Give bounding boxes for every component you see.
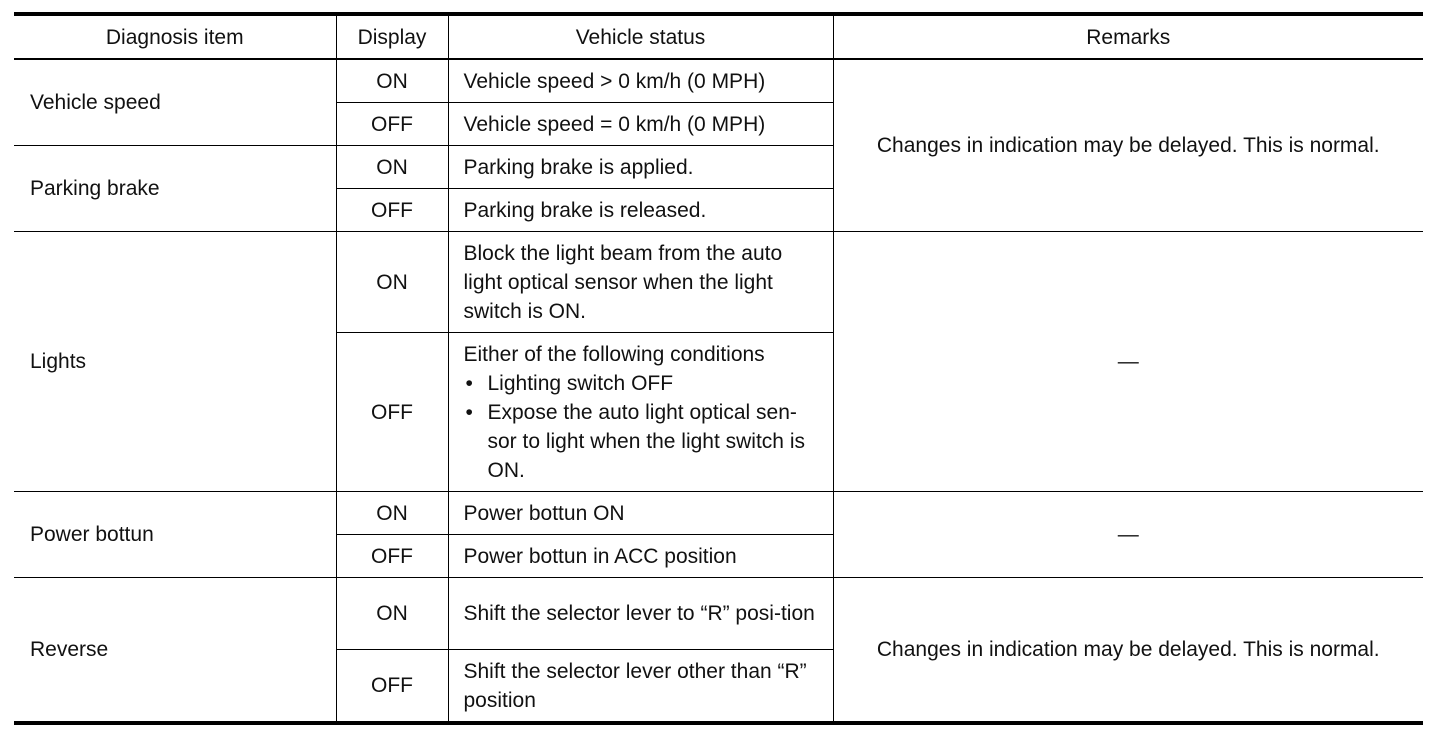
diagnosis-table-container [14, 12, 1423, 725]
status-text: Parking brake is applied. [448, 146, 833, 189]
display-off: OFF [336, 535, 448, 578]
header-remarks: Remarks [833, 14, 1423, 59]
status-bullet: • Expose the auto light optical sen-sor to light when the light switch is ON. [464, 398, 825, 485]
display-on: ON [336, 146, 448, 189]
display-off: OFF [336, 103, 448, 146]
status-bullet-list [464, 369, 825, 485]
display-on: ON [336, 232, 448, 333]
table-row [14, 492, 1423, 535]
status-cell-lights-off [448, 333, 833, 492]
display-on: ON [336, 59, 448, 103]
display-off: OFF [336, 650, 448, 724]
item-reverse: Reverse [14, 578, 336, 724]
remarks-reverse: Changes in indication may be delayed. This is normal. [833, 578, 1423, 724]
table-row [14, 59, 1423, 103]
display-on: ON [336, 492, 448, 535]
status-text: Parking brake is released. [448, 189, 833, 232]
item-vehicle-speed: Vehicle speed [14, 59, 336, 146]
status-text: Either of the following conditions [463, 342, 765, 366]
header-vehicle-status: Vehicle status [448, 14, 833, 59]
status-text: Vehicle speed > 0 km/h (0 MPH) [448, 59, 833, 103]
table-row [14, 578, 1423, 650]
table-row [14, 232, 1423, 333]
header-diagnosis-item: Diagnosis item [14, 14, 336, 59]
item-parking-brake: Parking brake [14, 146, 336, 232]
display-off: OFF [336, 333, 448, 492]
display-off: OFF [336, 189, 448, 232]
item-lights: Lights [14, 232, 336, 492]
header-display: Display [336, 14, 448, 59]
remarks-power-bottun: — [833, 492, 1423, 578]
status-text: Shift the selector lever to “R” posi-tion [448, 578, 833, 650]
status-text: Shift the selector lever other than “R” position [448, 650, 833, 724]
status-text: Vehicle speed = 0 km/h (0 MPH) [448, 103, 833, 146]
status-text: Power bottun in ACC position [448, 535, 833, 578]
status-bullet: • Lighting switch OFF [464, 369, 825, 398]
remarks-speed-brake: Changes in indication may be delayed. This is normal. [833, 59, 1423, 232]
table-header-row [14, 14, 1423, 59]
remarks-lights: — [833, 232, 1423, 492]
diagnosis-table [14, 12, 1423, 725]
status-text: Block the light beam from the auto light optical sensor when the light switch is ON. [448, 232, 833, 333]
status-text: Power bottun ON [448, 492, 833, 535]
display-on: ON [336, 578, 448, 650]
item-power-bottun: Power bottun [14, 492, 336, 578]
